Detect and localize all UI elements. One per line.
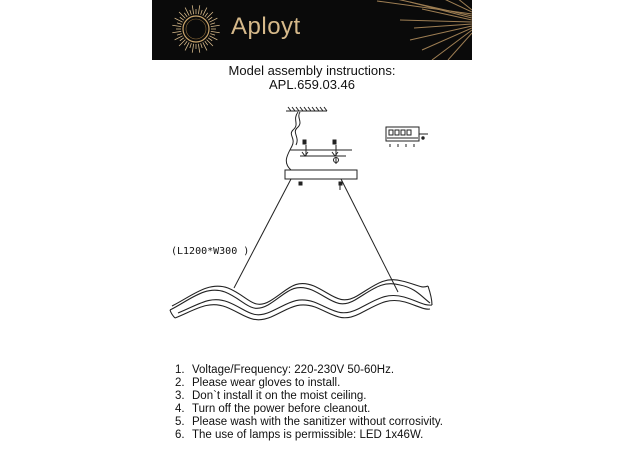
instruction-number: 3. [175, 389, 185, 402]
terminal-block-icon [386, 127, 428, 147]
instruction-text: Please wear gloves to install. [192, 376, 341, 389]
suspension-cable-left [234, 179, 291, 288]
instruction-text: Please wash with the sanitizer without corrosivity. [192, 415, 443, 428]
brand-name: Aployt [231, 13, 301, 40]
instruction-text: Voltage/Frequency: 220-230V 50-60Hz. [192, 364, 395, 376]
instruction-item [175, 429, 443, 442]
instruction-number: 5. [175, 415, 185, 428]
instruction-number: 2. [175, 376, 185, 389]
document-title: Model assembly instructions: [228, 63, 396, 78]
dimension-label: (L1200*W300 ) [171, 246, 250, 257]
wave-lamp-body [170, 280, 432, 320]
instruction-text: Don`t install it on the moist ceiling. [192, 389, 367, 402]
suspension-cable-right [341, 179, 398, 292]
instruction-item [175, 403, 443, 416]
instructions-list [175, 364, 443, 441]
ceiling-hatch [286, 107, 327, 111]
instruction-item [175, 377, 443, 390]
model-number: APL.659.03.46 [268, 77, 356, 92]
instruction-number: 4. [175, 402, 185, 415]
instruction-item [175, 416, 443, 429]
power-wire [286, 112, 298, 170]
instruction-number: 1. [175, 364, 185, 376]
instruction-item [175, 364, 443, 377]
instruction-item [175, 390, 443, 403]
instruction-number: 6. [175, 428, 185, 441]
instruction-text: Turn off the power before cleanout. [192, 402, 371, 415]
canopy [285, 170, 357, 179]
instruction-text: The use of lamps is permissible: LED 1x46W. [192, 428, 424, 441]
